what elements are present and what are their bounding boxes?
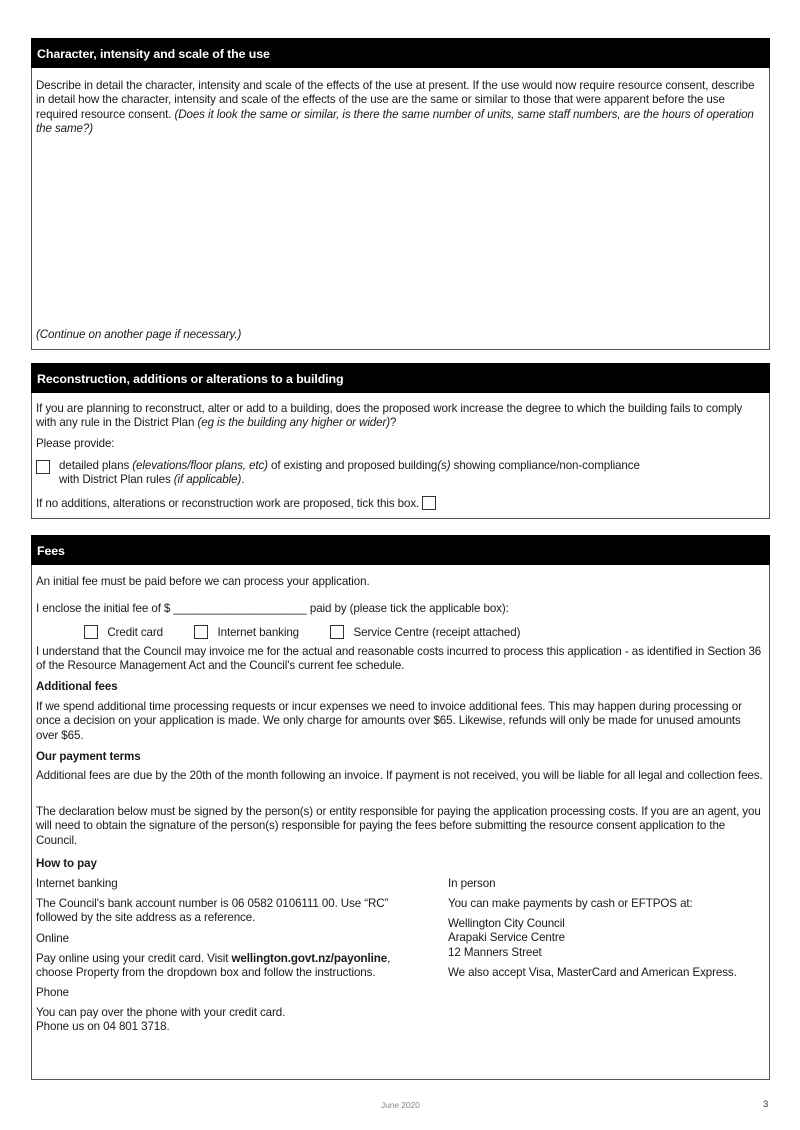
internet-banking-heading: Internet banking: [36, 877, 118, 890]
t: (if applicable): [173, 473, 242, 487]
internet-banking-checkbox[interactable]: [194, 625, 208, 639]
t: with District Plan rules: [59, 473, 174, 487]
t: (elevations/floor plans, etc): [132, 459, 268, 472]
fees-intro: An initial fee must be paid before we can process your application.: [36, 575, 370, 588]
online-heading: Online: [36, 932, 69, 945]
payonline-link[interactable]: wellington.govt.nz/payonline: [231, 952, 388, 965]
t: detailed plans: [59, 459, 133, 472]
option-label: Credit card: [107, 626, 163, 639]
t: Phone us on 04 801 3718.: [36, 1020, 170, 1034]
section-header-fees: Fees: [31, 535, 770, 565]
footer-date: June 2020: [381, 1100, 420, 1110]
t: showing compliance/non-compliance: [450, 459, 640, 472]
payment-options: [84, 625, 800, 640]
t: .: [241, 473, 245, 487]
please-provide: Please provide:: [36, 437, 115, 450]
continue-note: (Continue on another page if necessary.): [36, 328, 242, 341]
credit-card-checkbox[interactable]: [84, 625, 98, 639]
how-to-pay-heading: How to pay: [36, 857, 97, 870]
t: You can pay over the phone with your credit card.: [36, 1006, 286, 1019]
t: I enclose the initial fee of $: [36, 602, 174, 615]
fee-amount-field[interactable]: _____________________: [173, 602, 307, 615]
service-centre-address: [448, 917, 763, 960]
in-person-heading: In person: [448, 877, 496, 890]
phone-heading: Phone: [36, 986, 70, 999]
payment-terms-heading: Our payment terms: [36, 750, 141, 763]
declaration-text: The declaration below must be signed by the person(s) or entity responsible for paying the application processing costs. If you are an agent, you will need to obtain the signature of the person(s) responsible for paying the fees before submitting the resource consent application to the Council.: [36, 805, 761, 847]
q-end: ?: [390, 416, 397, 430]
t: Arapaki Service Centre: [448, 931, 566, 945]
t: Wellington City Council: [448, 917, 565, 930]
option-label: Service Centre (receipt attached): [353, 626, 521, 639]
t: paid by (please tick the applicable box):: [306, 602, 509, 615]
additional-fees-text: If we spend additional time processing requests or incur expenses we need to invoice additional fees. This may happen during processing or once a decision on your application is made. We only charge for amounts over $65. Likewise, refunds will only be made for unused amounts over $65.: [36, 700, 742, 742]
payment-terms-text: Additional fees are due by the 20th of the month following an invoice. If payment is not received, you will be liable for all legal and collection fees.: [36, 769, 763, 782]
reconstruction-question: [36, 402, 764, 431]
no-work-row: [36, 496, 764, 511]
understand-text: I understand that the Council may invoice me for the actual and reasonable costs incurred to process this application - as identified in Section 36 of the Resource Management Act and the Council's current fee schedule.: [36, 645, 762, 673]
t: (s): [437, 459, 451, 472]
service-centre-checkbox[interactable]: [330, 625, 344, 639]
phone-text: [36, 1006, 426, 1035]
t: , choose Property from the dropdown box and follow the instructions.: [36, 952, 391, 980]
internet-banking-text: The Council's bank account number is 06 0582 0106111 00. Use “RC” followed by the site address as a reference.: [36, 897, 389, 925]
desc-text: Describe in detail the character, intensity and scale of the effects of the use at present. If the use would now require resource consent, describe in detail how the character, intensity and scale of the effects of the use are the same or similar to those that were apparent before the use required resource consent.: [36, 79, 755, 121]
detailed-plans-checkbox[interactable]: [36, 460, 50, 474]
t: 12 Manners Street: [448, 945, 542, 959]
no-work-label: If no additions, alterations or reconstruction work are proposed, tick this box.: [36, 497, 420, 510]
page-number: 3: [763, 1099, 769, 1110]
character-description: [36, 79, 764, 137]
online-text: [36, 952, 426, 981]
no-work-checkbox[interactable]: [422, 496, 436, 510]
enclose-row: [36, 602, 764, 616]
q-text: If you are planning to reconstruct, alter or add to a building, does the proposed work increase the degree to which the building fails to comply with any rule in the District Plan: [36, 402, 743, 430]
t: Pay online using your credit card. Visit: [36, 952, 232, 965]
section-header-character: Character, intensity and scale of the use: [31, 38, 770, 68]
character-input-area[interactable]: [36, 328, 764, 342]
additional-fees-heading: Additional fees: [36, 680, 118, 693]
cards-text: We also accept Visa, MasterCard and American Express.: [448, 966, 737, 979]
option-label: Internet banking: [217, 626, 300, 639]
t: of existing and proposed building: [267, 459, 438, 472]
desc-italic: (Does it look the same or similar, is there the same number of units, same staff numbers, are the hours of operation the same?): [36, 107, 754, 136]
q-italic: (eg is the building any higher or wider): [197, 416, 391, 430]
in-person-text: You can make payments by cash or EFTPOS at:: [448, 897, 693, 910]
section-header-reconstruction: Reconstruction, additions or alterations to a building: [31, 363, 770, 393]
detailed-plans-label: [59, 459, 759, 488]
